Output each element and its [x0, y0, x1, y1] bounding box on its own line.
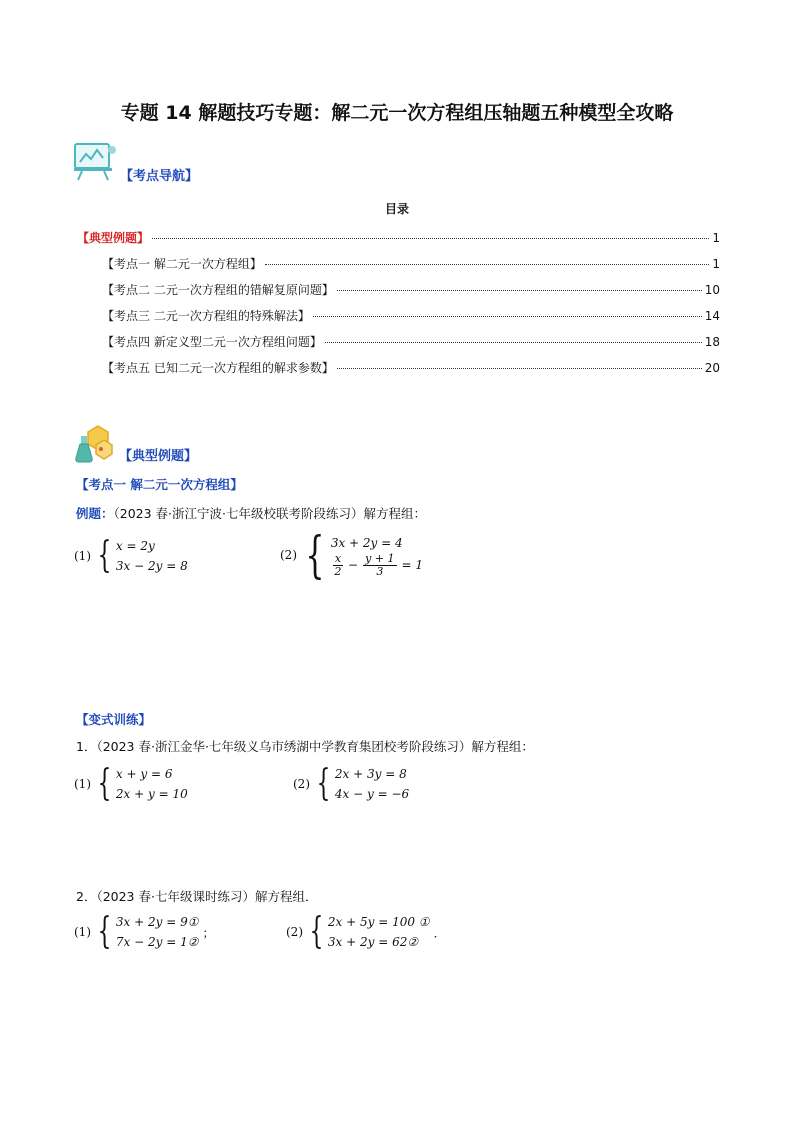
punctuation: ；	[202, 925, 215, 940]
lab-flask-icon	[72, 422, 116, 466]
toc-heading: 目录	[384, 202, 409, 216]
fraction: $\frac{x}{2}$	[334, 551, 342, 578]
equation: 3x + 2y = 62②	[327, 935, 419, 949]
toc-row[interactable]	[102, 255, 720, 271]
toc-leader	[313, 316, 702, 317]
practice-heading: 【变式训练】	[76, 712, 152, 727]
q1-system-2	[293, 764, 409, 804]
toc-row[interactable]	[102, 307, 720, 323]
toc-label: 【考点三 二元一次方程组的特殊解法】	[102, 309, 310, 323]
equation: 4x − y = −6	[334, 787, 410, 801]
toc-label: 【考点一 解二元一次方程组】	[102, 257, 262, 271]
punctuation: ．	[433, 925, 446, 940]
equation: x = 2y	[115, 539, 155, 553]
toc	[77, 229, 720, 245]
equation: 7x − 2y = 1②	[115, 935, 199, 949]
equation: 3x − 2y = 8	[115, 559, 188, 573]
fraction: $\frac{y + 1}{3}$	[365, 551, 395, 578]
brace: {	[97, 911, 112, 952]
question-2-text: 2．（2023 春·七年级课时练习）解方程组．	[76, 889, 318, 904]
nav-section-header	[72, 138, 198, 184]
toc-leader	[325, 342, 702, 343]
toc-page: 14	[704, 309, 720, 323]
q2-system-2	[286, 912, 446, 952]
example-label: 例题：	[76, 506, 114, 521]
equation: 2x + 3y = 8	[334, 767, 407, 781]
toc-page: 10	[704, 283, 720, 297]
question-1-text: 1．（2023 春·浙江金华·七年级义乌市绣湖中学教育集团校考阶段练习）解方程组：	[76, 739, 534, 754]
example-system-2	[280, 526, 424, 584]
toc-row-top[interactable]	[77, 229, 720, 245]
equation: x + y = 6	[115, 767, 173, 781]
toc-page: 1	[712, 257, 720, 271]
toc-label: 【考点五 已知二元一次方程组的解求参数】	[102, 361, 334, 375]
toc-page: 18	[704, 335, 720, 349]
nav-section-label: 【考点导航】	[120, 168, 199, 184]
toc-page: 1	[712, 231, 720, 245]
page-title: 专题 14 解题技巧专题：解二元一次方程组压轴题五种模型全攻略	[120, 102, 674, 124]
q1-system-1	[74, 764, 188, 804]
example-prompt	[76, 504, 426, 522]
toc-leader	[265, 264, 710, 265]
toc-row[interactable]	[102, 281, 720, 297]
part-number: (1)	[74, 925, 91, 939]
equation: 3x + 2y = 9①	[115, 915, 199, 929]
toc-items	[102, 255, 720, 375]
fraction-equation: $\frac{x}{2}$ − $\frac{y + 1}{3}$ = 1	[334, 551, 424, 578]
toc-row[interactable]	[102, 333, 720, 349]
toc-row[interactable]	[102, 359, 720, 375]
toc-leader	[152, 238, 709, 239]
toc-leader	[337, 290, 702, 291]
equation: 2x + y = 10	[115, 787, 188, 801]
presentation-board-icon	[72, 138, 118, 184]
kaodian-1-heading: 【考点一 解二元一次方程组】	[76, 477, 243, 492]
equation: 2x + 5y = 100 ①	[327, 915, 430, 929]
brace: {	[97, 535, 112, 576]
brace: {	[316, 763, 331, 804]
brace: {	[309, 911, 324, 952]
q2-system-1	[74, 912, 215, 952]
toc-label: 【考点二 二元一次方程组的错解复原问题】	[102, 283, 334, 297]
equation: 3x + 2y = 4	[330, 535, 403, 550]
toc-label: 【典型例题】	[77, 231, 150, 245]
brace: {	[305, 526, 325, 584]
toc-page: 20	[704, 361, 720, 375]
examples-section-label: 【典型例题】	[119, 448, 198, 464]
examples-section-header	[72, 422, 197, 466]
part-number: (2)	[293, 777, 310, 791]
example-text: （2023 春·浙江宁波·七年级校联考阶段练习）解方程组：	[113, 506, 426, 521]
toc-label: 【考点四 新定义型二元一次方程组问题】	[102, 335, 322, 349]
toc-leader	[337, 368, 702, 369]
brace: {	[97, 763, 112, 804]
part-number: (1)	[74, 777, 91, 791]
part-number: (2)	[286, 925, 303, 939]
part-number: (1)	[74, 549, 91, 563]
part-number: (2)	[280, 548, 297, 562]
example-system-1	[74, 536, 188, 576]
